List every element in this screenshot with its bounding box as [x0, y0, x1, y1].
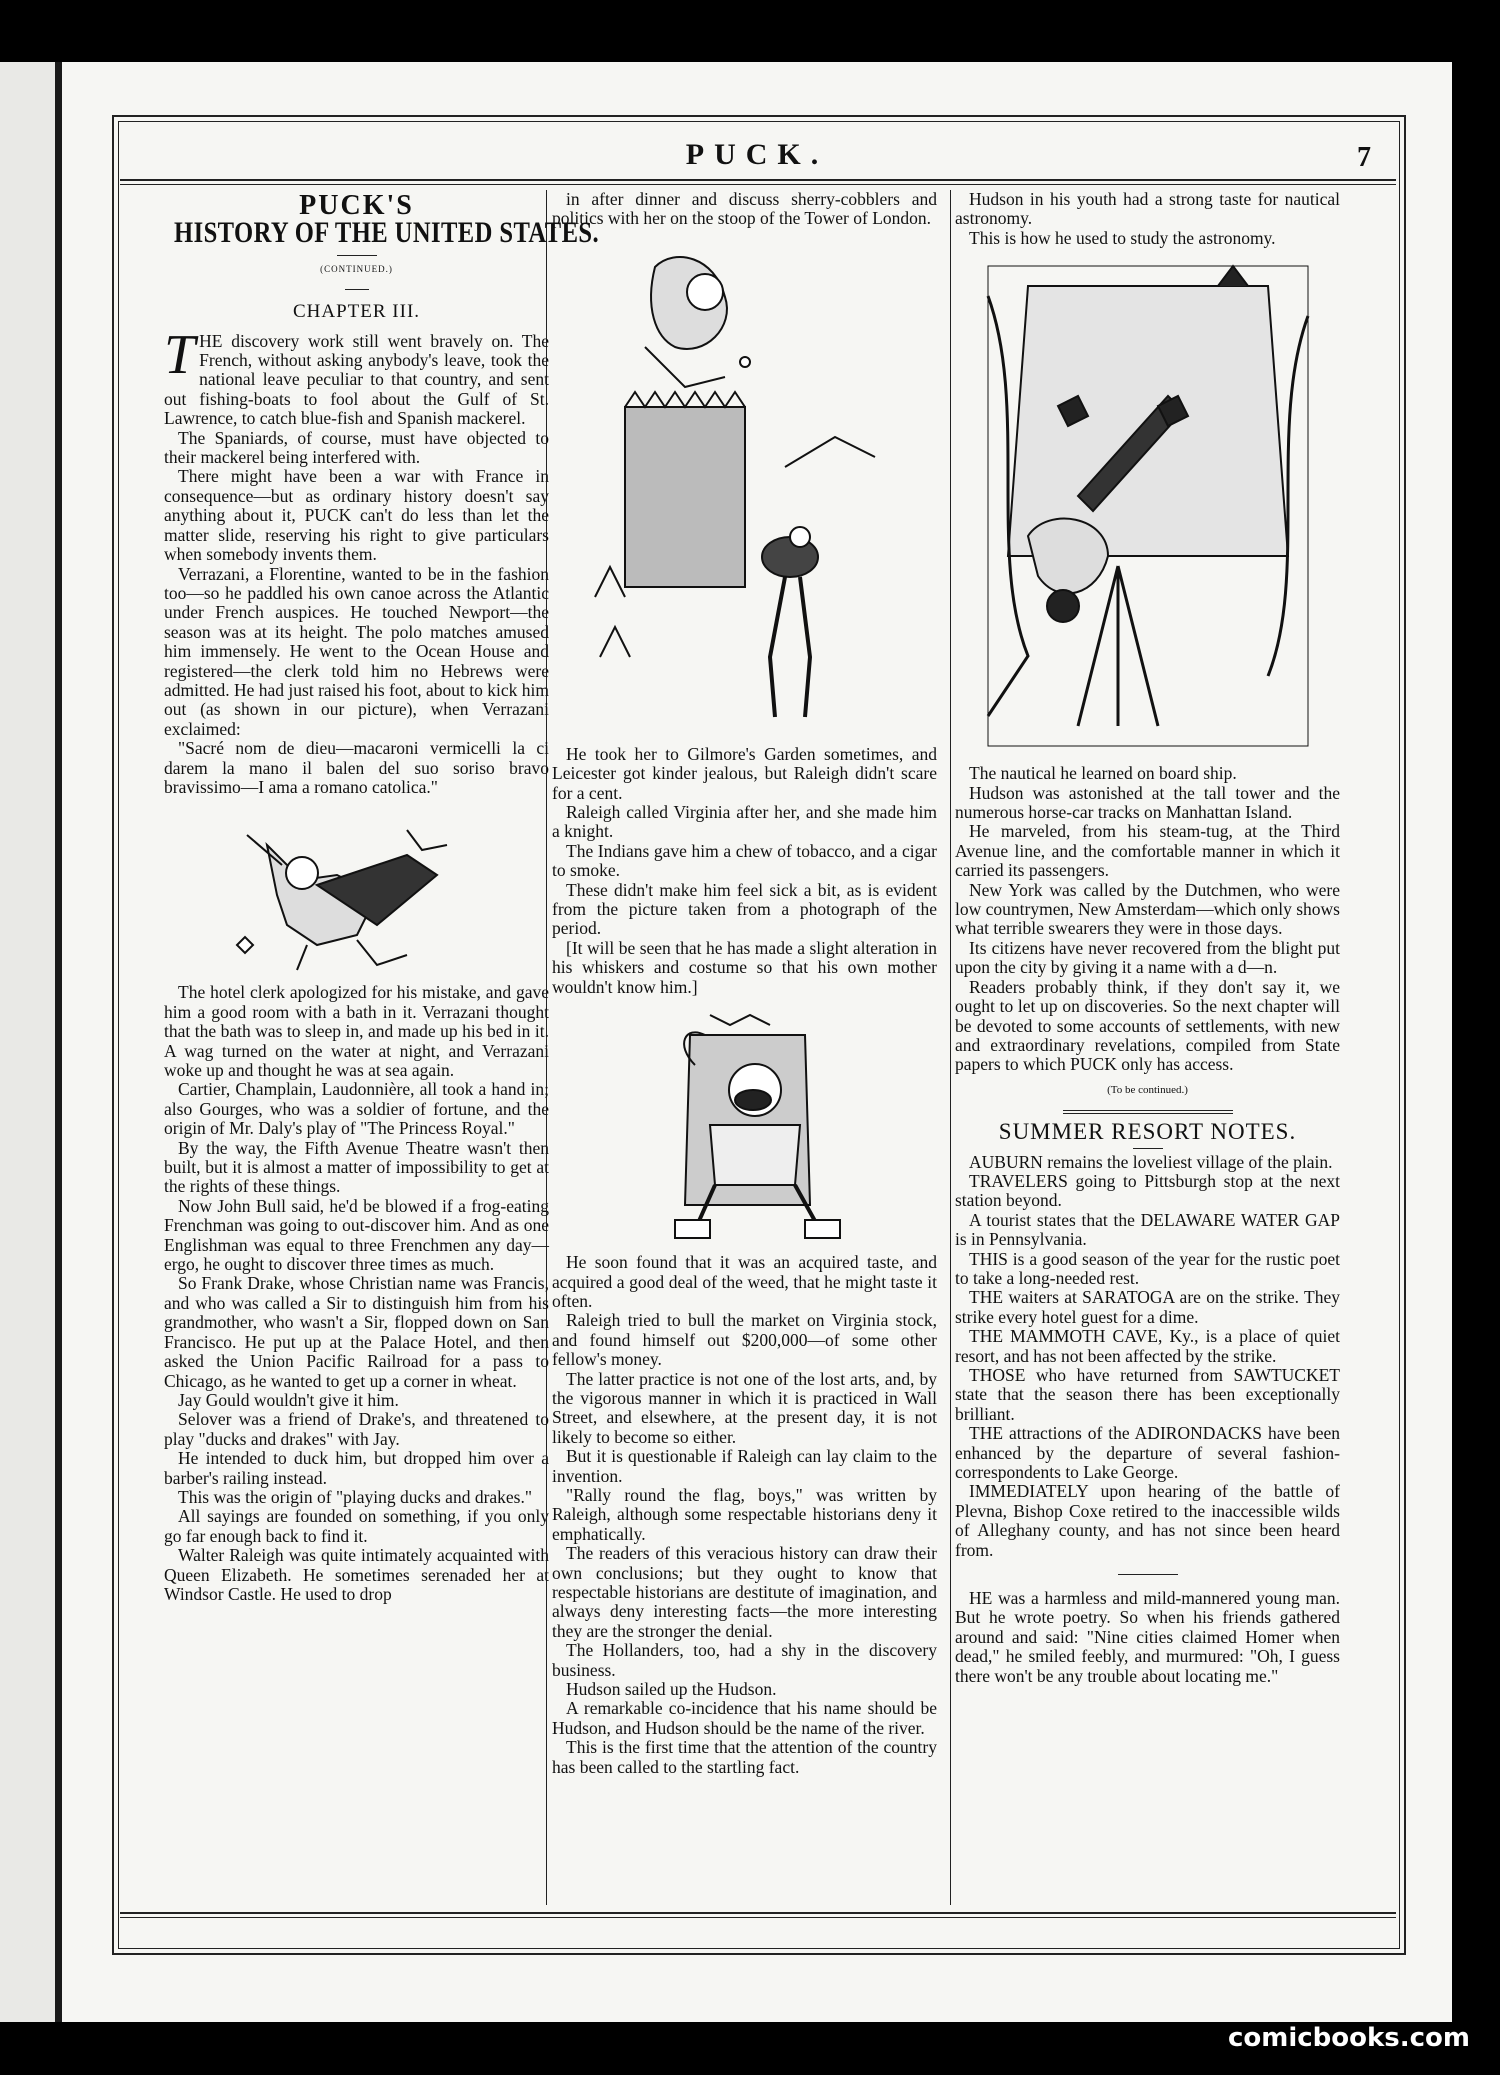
- paragraph: Hudson in his youth had a strong taste for nautical astronomy.: [955, 189, 1340, 229]
- paragraph: TRAVELERS going to Pittsburgh stop at the next station beyond.: [955, 1170, 1340, 1211]
- short-divider: [345, 289, 369, 290]
- paragraph: Raleigh tried to bull the market on Virginia stock, and found himself out $200,000—of some other fellow's money.: [552, 1310, 937, 1370]
- article-title-line1: PUCK'S: [299, 190, 414, 221]
- paragraph: Walter Raleigh was quite intimately acquainted with Queen Elizabeth. He sometimes serenaded her at Windsor Castle. He used to drop: [164, 1545, 549, 1604]
- raleigh-smoking-illustration: [635, 1005, 855, 1245]
- paragraph: "Sacré nom de dieu—macaroni vermicelli la ci darem la mano il balen del suo soriso bravo bravissimo—I ama a romano catolica.": [164, 738, 549, 797]
- paragraph: The Spaniards, of course, must have objected to their mackerel being interfered with.: [164, 427, 549, 468]
- column-rule: [950, 190, 952, 1905]
- paragraph: This was the origin of "playing ducks and drakes.": [178, 1486, 533, 1507]
- paragraph: By the way, the Fifth Avenue Theatre wasn't then built, but it is almost a matter of impossibility to get at the rights of these things.: [164, 1137, 549, 1197]
- paragraph: Readers probably think, if they don't say it, we ought to let up on discoveries. So the next chapter will be devoted to some accounts of settlements, with new and extraordinary revelations, compiled from State papers to which PUCK only has access.: [955, 976, 1340, 1075]
- paragraph-text: HE discovery work still went bravely on. The French, without asking anybody's leave, took the national leave peculiar to that country, and sent out fishing-boats to fool about the Gulf of St. Lawrence, to catch blue-fish and Spanish mackerel.: [164, 330, 549, 429]
- column-3: [955, 190, 1340, 1910]
- chapter-heading: CHAPTER III.: [292, 301, 421, 323]
- facing-page-edge: [0, 62, 60, 2022]
- paragraph: Hudson sailed up the Hudson.: [566, 1679, 777, 1700]
- paragraph: This is the first time that the attention of the country has been called to the startling fact.: [552, 1737, 937, 1777]
- title-rule: [1133, 1148, 1163, 1149]
- drop-cap: T: [164, 323, 196, 386]
- column-1: [164, 190, 600, 1910]
- paragraph: Selover was a friend of Drake's, and threatened to play "ducks and drakes" with Jay.: [164, 1409, 549, 1449]
- magazine-page: [62, 62, 1452, 2022]
- paragraph: [164, 323, 549, 429]
- paragraph: A remarkable co-incidence that his name should be Hudson, and Hudson should be the name of the river.: [552, 1698, 937, 1738]
- paragraph: This is how he used to study the astronomy.: [969, 227, 1276, 248]
- masthead: PUCK.: [685, 138, 829, 171]
- paragraph: A tourist states that the DELAWARE WATER GAP is in Pennsylvania.: [955, 1209, 1340, 1250]
- header-rule: [120, 179, 1396, 185]
- paragraph: But it is questionable if Raleigh can lay claim to the invention.: [552, 1446, 937, 1486]
- paragraph: "Rally round the flag, boys," was written by Raleigh, although some respectable historians deny it emphatically.: [552, 1484, 937, 1544]
- paragraph: There might have been a war with France in consequence—but as ordinary history doesn't say anything about it, PUCK can't do less than let the matter slide, reserving his right to give particulars when somebody invents them.: [164, 466, 549, 565]
- paragraph: in after dinner and discuss sherry-cobblers and politics with her on the stoop of the Tower of London.: [552, 189, 937, 229]
- to-be-continued: (To be continued.): [1107, 1083, 1188, 1096]
- article-title-line2: HISTORY OF THE UNITED STATES.: [174, 216, 600, 250]
- watermark: comicbooks.com: [1227, 2023, 1470, 2053]
- verrazani-illustration: [207, 805, 507, 975]
- paragraph: Raleigh called Virginia after her, and she made him a knight.: [552, 802, 937, 842]
- paragraph: All sayings are founded on something, if you only go far enough back to find it.: [164, 1506, 549, 1546]
- paragraph: AUBURN remains the loveliest village of the plain.: [969, 1151, 1333, 1172]
- paragraph: The readers of this veracious history can draw their own conclusions; but they ought to know that respectable historians are destitute of imagination, and always deny interesting facts—the more interesting they are the stronger the denial.: [552, 1543, 937, 1641]
- paragraph: Its citizens have never recovered from the blight put upon the city by giving it a name with a d—n.: [955, 937, 1340, 978]
- paragraph: Jay Gould wouldn't give it him.: [178, 1389, 399, 1410]
- section-divider: [1063, 1110, 1233, 1114]
- continued-label: (CONTINUED.): [320, 263, 393, 274]
- paragraph: [It will be seen that he has made a slight alteration in his whiskers and costume so that his own mother wouldn't know him.]: [552, 937, 937, 997]
- paragraph: THE MAMMOTH CAVE, Ky., is a place of quiet resort, and has not been affected by the strike.: [955, 1326, 1340, 1366]
- paragraph: The hotel clerk apologized for his mistake, and gave him a good room with a bath in it. Verrazani thought that the bath was to sleep in, and made up his bed in it. A wag turned on the water at night, and Verrazani woke up and thought he was at sea again.: [164, 982, 549, 1080]
- footer-rule: [120, 1912, 1396, 1918]
- paragraph: HE was a harmless and mild-mannered young man. But he wrote poetry. So when his friends gathered around and said: "Nine cities claimed Homer when dead," he smiled feebly, and murmured: "Oh, I guess there won't be any trouble about locating me.": [955, 1588, 1340, 1686]
- paragraph: The Indians gave him a chew of tobacco, and a cigar to smoke.: [552, 840, 937, 881]
- paragraph: He soon found that it was an acquired taste, and acquired a good deal of the weed, that he might taste it often.: [552, 1252, 937, 1311]
- hudson-telescope-illustration: [968, 256, 1328, 756]
- paragraph: THE waiters at SARATOGA are on the strike. They strike every hotel guest for a dime.: [955, 1287, 1340, 1327]
- paragraph: Verrazani, a Florentine, wanted to be in the fashion too—so he paddled his own canoe across the Atlantic under French auspices. He touched Newport—the season was at its height. The polo matches amused him immensely. He went to the Ocean House and registered—the clerk told him no Hebrews were admitted. He had just raised his foot, about to kick him out (as shown in our picture), when Verrazani exclaimed:: [164, 563, 549, 739]
- paragraph: He intended to duck him, but dropped him over a barber's railing instead.: [164, 1448, 549, 1488]
- paragraph: He marveled, from his steam-tug, at the Third Avenue line, and the comfortable manner in which it carried its passengers.: [955, 821, 1340, 881]
- paragraph: These didn't make him feel sick a bit, as is evident from the picture taken from a photograph of the period.: [552, 879, 937, 939]
- column-2: [552, 190, 937, 1910]
- paragraph: The latter practice is not one of the lost arts, and, by the vigorous manner in which it is practiced in Wall Street, and elsewhere, at the present day, it is not likely to become so either.: [552, 1368, 937, 1447]
- paragraph: THOSE who have returned from SAWTUCKET state that the season there has been exceptionally brilliant.: [955, 1365, 1340, 1424]
- paragraph: Hudson was astonished at the tall tower and the numerous horse-car tracks on Manhattan Island.: [955, 782, 1340, 823]
- paragraph: Cartier, Champlain, Laudonnière, all took a hand in; also Gourges, who was a soldier of fortune, and the origin of Mr. Daly's play of "The Princess Royal.": [164, 1079, 549, 1139]
- page-number: 7: [1357, 142, 1371, 173]
- paragraph: He took her to Gilmore's Garden sometimes, and Leicester got kinder jealous, but Raleigh didn't scare for a cent.: [552, 743, 937, 803]
- raleigh-serenade-illustration: [585, 237, 905, 737]
- paragraph: IMMEDIATELY upon hearing of the battle of Plevna, Bishop Coxe retired to the inaccessible wilds of Alleghany county, and has not since been heard from.: [955, 1481, 1340, 1560]
- paragraph: The nautical he learned on board ship.: [969, 763, 1237, 784]
- paragraph: The Hollanders, too, had a shy in the discovery business.: [552, 1640, 937, 1680]
- paragraph: Now John Bull said, he'd be blowed if a frog-eating Frenchman was going to out-discover him. And as one Englishman was equal to three Frenchmen any day—ergo, he ought to discover three times as much.: [164, 1195, 549, 1275]
- paragraph: THE attractions of the ADIRONDACKS have been enhanced by the departure of several fashion-correspondents to Lake George.: [955, 1423, 1340, 1483]
- paragraph: THIS is a good season of the year for the rustic poet to take a long-needed rest.: [955, 1248, 1340, 1288]
- paragraph: New York was called by the Dutchmen, who were low countrymen, New Amsterdam—which only shows what terrible swearers they were in those days.: [955, 879, 1340, 939]
- paragraph: So Frank Drake, whose Christian name was Francis, and who was called a Sir to distinguish him from his grandmother, who wasn't a Sir, flopped down on San Francisco. He put up at the Palace Hotel, and then asked the Union Pacific Railroad for a pass to Chicago, as he wanted to get up a corner in wheat.: [164, 1273, 549, 1391]
- section-divider: [1118, 1574, 1178, 1575]
- section-title: SUMMER RESORT NOTES.: [998, 1119, 1297, 1145]
- title-rule: [337, 255, 377, 256]
